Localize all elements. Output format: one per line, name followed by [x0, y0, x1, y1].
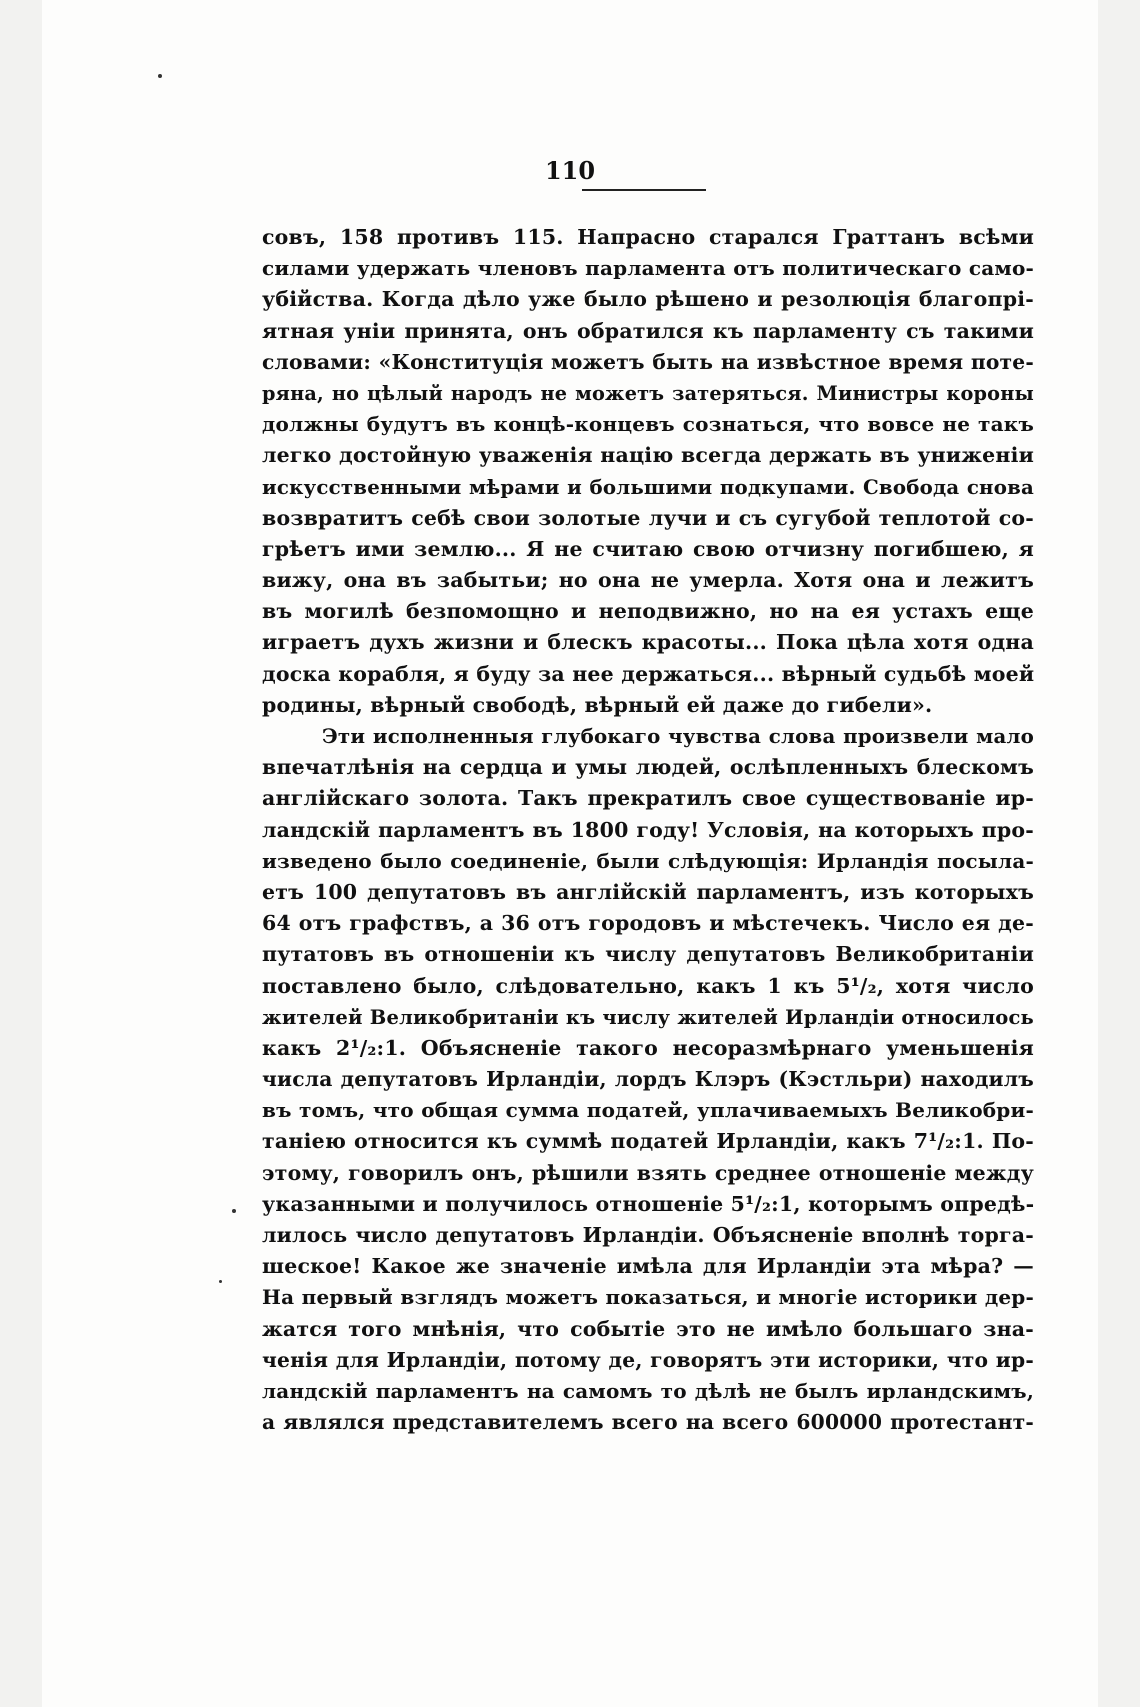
page-number: 110	[544, 156, 596, 185]
text-line: доска корабля, я буду за нее держаться... вѣрный судьбѣ моей	[262, 661, 1035, 686]
scan-speck	[219, 1280, 222, 1283]
text-line: шеское! Какое же значеніе имѣла для Ирландіи эта мѣра? —	[262, 1254, 1034, 1279]
text-line: числа депутатовъ Ирландіи, лордъ Клэръ (Кэстльри) находилъ	[262, 1067, 1034, 1092]
text-line: этому, говорилъ онъ, рѣшили взять среднее отношеніе между	[262, 1160, 1034, 1185]
scan-speck	[232, 1209, 236, 1213]
text-line: 64 отъ графствъ, а 36 отъ городовъ и мѣстечекъ. Число ея де-	[262, 911, 1034, 936]
text-line: впечатлѣнія на сердца и умы людей, ослѣпленныхъ блескомъ	[262, 755, 1034, 780]
text-line: англійскаго золота. Такъ прекратилъ свое существованіе ир-	[262, 786, 1034, 811]
text-line: таніею относится къ суммѣ податей Ирландіи, какъ 7¹/₂:1. По-	[262, 1129, 1034, 1154]
scan-speck	[158, 74, 162, 78]
text-line: указанными и получилось отношеніе 5¹/₂:1, которымъ опредѣ-	[262, 1191, 1035, 1216]
text-line: легко достойную уваженія націю всегда держать въ униженіи	[262, 443, 1034, 468]
scan-margin-left	[0, 0, 42, 1707]
text-line: путатовъ въ отношеніи къ числу депутатовъ Великобританіи	[262, 942, 1034, 967]
text-line: Эти исполненныя глубокаго чувства слова произвели мало	[322, 724, 1034, 748]
text-line: должны будутъ въ концѣ-концевъ сознаться, что вовсе не такъ	[262, 412, 1034, 437]
text-line: словами: «Конституція можетъ быть на извѣстное время поте-	[262, 349, 1034, 374]
text-line: какъ 2¹/₂:1. Объясненіе такого несоразмѣрнаго уменьшенія	[262, 1035, 1034, 1060]
text-line: а являлся представителемъ всего на всего 600000 протестант-	[262, 1410, 1034, 1435]
text-line: грѣетъ ими землю... Я не считаю свою отчизну погибшею, я	[262, 536, 1034, 561]
text-line: совъ, 158 противъ 115. Напрасно старался Граттанъ всѣми	[262, 225, 1034, 249]
text-line: убійства. Когда дѣло уже было рѣшено и резолюція благопрі-	[262, 287, 1034, 312]
text-line: играетъ духъ жизни и блескъ красоты... Пока цѣла хотя одна	[262, 630, 1034, 655]
text-line: искусственными мѣрами и большими подкупами. Свобода снова	[262, 474, 1034, 499]
text-line: силами удержать членовъ парламента отъ политическаго само-	[262, 256, 1034, 281]
text-line: етъ 100 депутатовъ въ англійскій парламентъ, изъ которыхъ	[262, 879, 1034, 904]
text-line: родины, вѣрный свободѣ, вѣрный ей даже до гибели».	[262, 692, 933, 717]
text-line: ряна, но цѣлый народъ не можетъ затеряться. Министры короны	[262, 381, 1034, 405]
text-line: въ томъ, что общая сумма податей, уплачиваемыхъ Великобри-	[262, 1098, 1034, 1123]
text-line: лилось число депутатовъ Ирландіи. Объясненіе вполнѣ торга-	[262, 1223, 1034, 1247]
text-line: ченія для Ирландіи, потому де, говорятъ эти историки, что ир-	[262, 1347, 1034, 1372]
text-line: поставлено было, слѣдовательно, какъ 1 къ 5¹/₂, хотя число	[262, 973, 1034, 998]
text-line: ландскій парламентъ въ 1800 году! Условія, на которыхъ про-	[262, 817, 1034, 842]
text-line: ландскій парламентъ на самомъ то дѣлѣ не былъ ирландскимъ,	[262, 1378, 1034, 1403]
text-line: На первый взглядъ можетъ показаться, и многіе историки дер-	[262, 1285, 1034, 1310]
text-line: возвратитъ себѣ свои золотые лучи и съ сугубой теплотой со-	[262, 505, 1034, 530]
text-line: жителей Великобританіи къ числу жителей Ирландіи относилось	[262, 1005, 1034, 1029]
body-text	[262, 222, 1034, 1438]
text-line: въ могилѣ безпомощно и неподвижно, но на ея устахъ еще	[262, 599, 1034, 624]
scan-margin-right	[1098, 0, 1140, 1707]
paragraph	[262, 721, 1034, 1438]
text-line: жатся того мнѣнія, что событіе это не имѣло большаго зна-	[262, 1316, 1034, 1341]
text-line: ятная уніи принята, онъ обратился къ парламенту съ такими	[262, 318, 1034, 343]
text-line: вижу, она въ забытьи; но она не умерла. Хотя она и лежитъ	[262, 568, 1034, 593]
page-number-rule	[582, 189, 706, 191]
paragraph	[262, 222, 1034, 721]
text-line: изведено было соединеніе, были слѣдующія: Ирландія посыла-	[262, 848, 1034, 873]
